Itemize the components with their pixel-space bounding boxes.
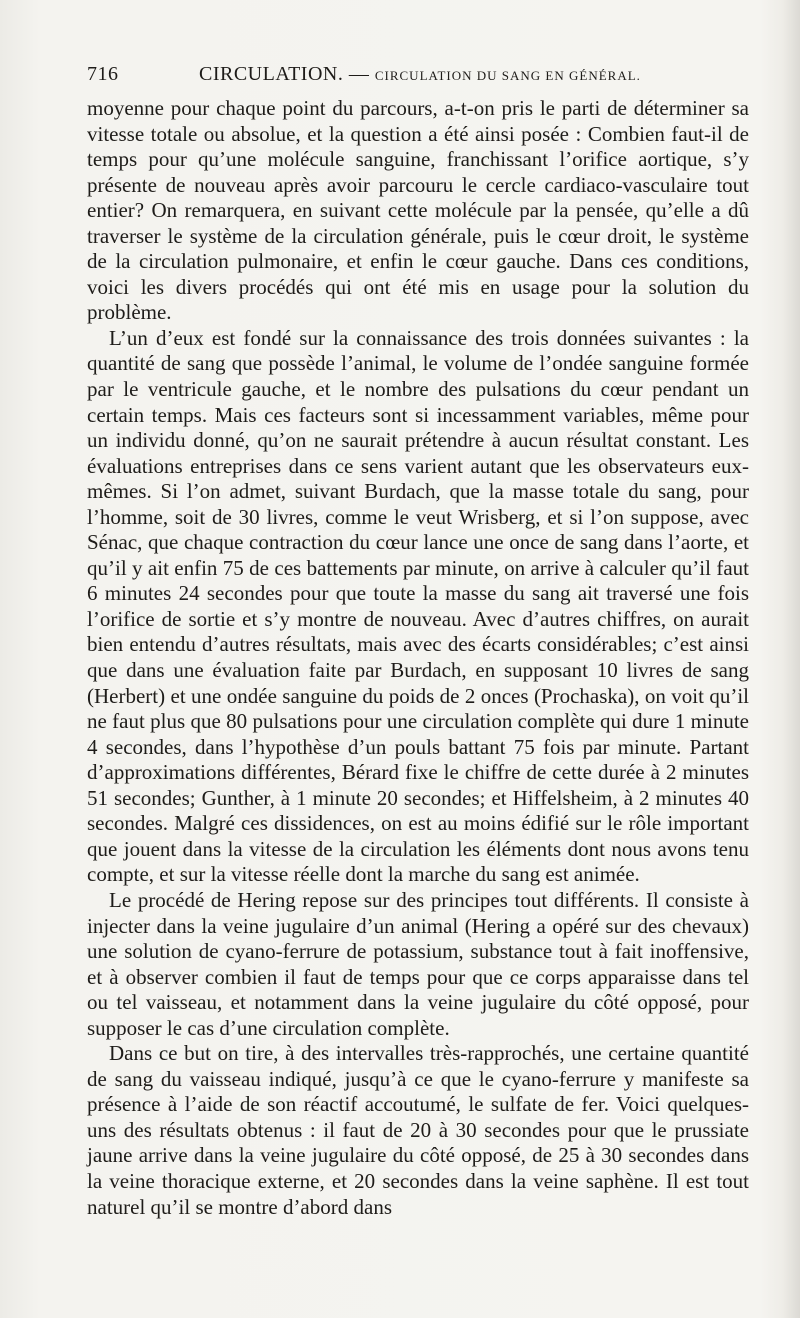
paragraph-4: Dans ce but on tire, à des intervalles très-rapprochés, une certaine quantité de sang du vaisseau indiqué, jusqu’à ce que le cyano-ferrure y manifeste sa présence à l’aide de son réactif accoutumé, le sulfate de fer. Voici quelques-uns des résultats obtenus : il faut de 20 à 30 secondes pour que le prussiate jaune arrive dans la veine jugulaire du côté opposé, de 25 à 30 secondes dans la veine thoracique externe, et 20 secondes dans la veine saphène. Il est tout naturel qu’il se montre d’abord dans: [87, 1041, 749, 1219]
title-separator: —: [348, 63, 370, 85]
paragraph-2: L’un d’eux est fondé sur la connaissance des trois données suivantes : la quantité de sang que possède l’animal, le volume de l’ondée sanguine formée par le ventricule gauche, et le nombre des pulsations du cœur pendant un certain temps. Mais ces facteurs sont si incessamment variables, même pour un individu donné, qu’on ne saurait prétendre à aucun résultat constant. Les évaluations entreprises dans ce sens varient autant que les observateurs eux-mêmes. Si l’on admet, suivant Burdach, que la masse totale du sang, pour l’homme, soit de 30 livres, comme le veut Wrisberg, et si l’on suppose, avec Sénac, que chaque contraction du cœur lance une once de sang dans l’aorte, et qu’il y ait enfin 75 de ces battements par minute, on arrive à calculer qu’il faut 6 minutes 24 secondes pour que toute la masse du sang ait traversé une fois l’orifice de sortie et s’y montre de nouveau. Avec d’autres chiffres, on aurait bien entendu d’autres résultats, mais avec des écarts considérables; c’est ainsi que dans une évaluation faite par Burdach, en supposant 10 livres de sang (Herbert) et une ondée sanguine du poids de 2 onces (Prochaska), on voit qu’il ne faut plus que 80 pulsations pour une circulation complète qui dure 1 minute 4 secondes, dans l’hypothèse d’un pouls battant 75 fois par minute. Partant d’approximations différentes, Bérard fixe le chiffre de cette durée à 2 minutes 51 secondes; Gunther, à 1 minute 20 secondes; et Hiffelsheim, à 2 minutes 40 secondes. Malgré ces dissidences, on est au moins édifié sur le rôle important que jouent dans la vitesse de la circulation les éléments dont nous avons tenu compte, et sur la vitesse réelle dont la marche du sang est animée.: [87, 325, 749, 887]
running-title: CIRCULATION.: [199, 63, 344, 85]
page-edge-shadow: [782, 0, 800, 1318]
page-number: 716: [87, 63, 119, 85]
paragraph-1: moyenne pour chaque point du parcours, a-t-on pris le parti de déterminer sa vitesse totale ou absolue, et la question a été ainsi posée : Combien faut-il de temps pour qu’une molécule sanguine, franchissant l’orifice aortique, s’y présente de nouveau après avoir parcouru le cercle cardiaco-vasculaire tout entier? On remarquera, en suivant cette molécule par la pensée, qu’elle a dû traverser le système de la circulation générale, puis le cœur droit, le système de la circulation pulmonaire, et enfin le cœur gauche. Dans ces conditions, voici les divers procédés qui ont été mis en usage pour la solution du problème.: [87, 96, 749, 325]
body-text: [87, 96, 749, 1220]
paragraph-3: Le procédé de Hering repose sur des principes tout différents. Il consiste à injecter dans la veine jugulaire d’un animal (Hering a opéré sur des chevaux) une solution de cyano-ferrure de potassium, substance tout à fait inoffensive, et à observer combien il faut de temps pour que ce corps apparaisse dans tel ou tel vaisseau, et notamment dans la veine jugulaire du côté opposé, pour supposer le cas d’une circulation complète.: [87, 887, 749, 1040]
running-header: [87, 63, 747, 93]
running-subtitle: CIRCULATION DU SANG EN GÉNÉRAL.: [374, 68, 641, 83]
running-title-group: [199, 63, 641, 86]
